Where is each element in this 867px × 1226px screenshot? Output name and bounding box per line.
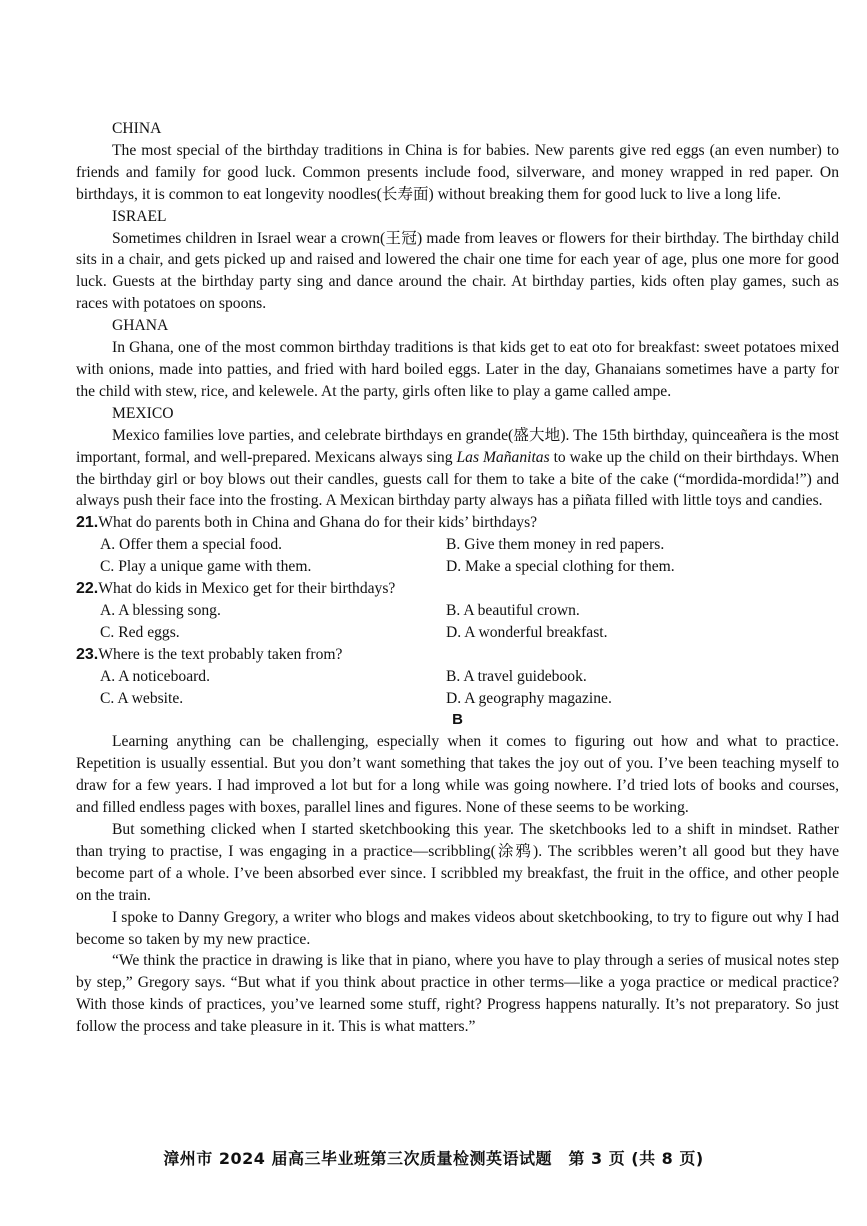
question-text: What do kids in Mexico get for their birthdays? — [98, 580, 396, 598]
paragraph-israel: Sometimes children in Israel wear a crown(王冠) made from leaves or flowers for their birthday. The birthday child sits in a chair, and gets picked up and raised and lowered the chair one time for each year of age, plus one more for good luck. Guests at the birthday party sing and dance around the chair. At birthday parties, kids often play games, such as races with potatoes on spoons. — [76, 229, 839, 313]
question-number: 22. — [76, 580, 99, 598]
option-d: D. A wonderful breakfast. — [446, 623, 608, 641]
passage-b-paragraph-2: But something clicked when I started sketchbooking this year. The sketchbooks led to a shift in mindset. Rather than trying to practise, I was engaging in a practice—scribbling(涂鸦). The scribbles weren’t all good but they have become part of a whole. I’ve been absorbed ever since. I scribbled my breakfast, the fruit in the office, and other people on the train. — [76, 821, 839, 904]
paragraph-mexico — [76, 425, 839, 513]
option-d: D. A geography magazine. — [446, 689, 612, 707]
option-a: A. A noticeboard. — [100, 667, 211, 685]
section-heading-mexico: MEXICO — [112, 404, 174, 422]
question-number: 21. — [76, 514, 99, 532]
paragraph-china: The most special of the birthday traditions in China is for babies. New parents give red eggs (an even number) to friends and family for good luck. Common presents include food, silverware, and money wrapped in red paper. On birthdays, it is common to eat longevity noodles(长寿面) without breaking them for good luck to live a long life. — [76, 141, 839, 203]
question-number: 23. — [76, 645, 99, 663]
passage-b-paragraph-4: “We think the practice in drawing is like that in piano, where you have to play through a series of musical notes step by step,” Gregory says. “But what if you think about practice in other terms—like a yoga practice or medical practice? With those kinds of practices, you’ve learned some stuff, right? Progress happens naturally. It’s not preparatory. So just follow the process and take pleasure in it. This is what matters.” — [76, 952, 839, 1036]
paragraph-mexico-part-2: to wake up the child on their birthdays. When the birthday girl or boy blows out their candles, guests call for them to take a bite of the cake (“mordida-mordida!”) and always push their face into the frosting. A Mexican birthday party always has a piñata filled with little toys and candies. — [76, 448, 839, 510]
option-c: C. Play a unique game with them. — [100, 558, 312, 576]
option-b: B. A travel guidebook. — [446, 667, 587, 685]
section-heading-israel: ISRAEL — [112, 207, 167, 225]
option-c: C. Red eggs. — [100, 623, 180, 641]
question-text: Where is the text probably taken from? — [98, 645, 343, 663]
paragraph-mexico-part-1: Mexico families love parties, and celebrate birthdays en grande(盛大地). The 15th birthday, quinceañera is the most important, formal, and well-prepared. Mexicans always sing — [76, 426, 839, 466]
question-22 — [76, 578, 839, 644]
option-a: A. Offer them a special food. — [100, 536, 283, 554]
option-d: D. Make a special clothing for them. — [446, 558, 675, 576]
option-b: B. A beautiful crown. — [446, 601, 580, 619]
page-content — [76, 118, 839, 1038]
passage-b-letter: B — [452, 711, 463, 729]
song-title: Las Mañanitas — [456, 448, 550, 466]
page-footer: 漳州市 2024 届高三毕业班第三次质量检测英语试题 第 3 页 (共 8 页) — [163, 1149, 704, 1168]
question-21 — [76, 512, 839, 578]
section-heading-china: CHINA — [112, 120, 162, 137]
question-text: What do parents both in China and Ghana do for their kids’ birthdays? — [98, 514, 538, 532]
option-b: B. Give them money in red papers. — [446, 536, 665, 554]
option-c: C. A website. — [100, 689, 184, 707]
passage-b-paragraph-3: I spoke to Danny Gregory, a writer who blogs and makes videos about sketchbooking, to try to figure out why I had become so taken by my new practice. — [76, 908, 839, 948]
question-23 — [76, 644, 839, 710]
passage-b-paragraph-1: Learning anything can be challenging, especially when it comes to figuring out how and what to practice. Repetition is usually essential. But you don’t want something that takes the joy out of you. I’ve been teaching myself to draw for a few years. I had improved a lot but for a long while was going nowhere. I’d tried lots of books and courses, and filled endless pages with boxes, parallel lines and figures. None of these seems to be working. — [76, 733, 839, 817]
paragraph-ghana: In Ghana, one of the most common birthday traditions is that kids get to eat oto for breakfast: sweet potatoes mixed with onions, made into patties, and fried with hard boiled eggs. Later in the day, Ghanaians sometimes have a party for the child with stew, rice, and kelewele. At the party, girls often like to play a game called ampe. — [76, 339, 839, 400]
option-a: A. A blessing song. — [100, 601, 221, 619]
section-heading-ghana: GHANA — [112, 317, 169, 335]
